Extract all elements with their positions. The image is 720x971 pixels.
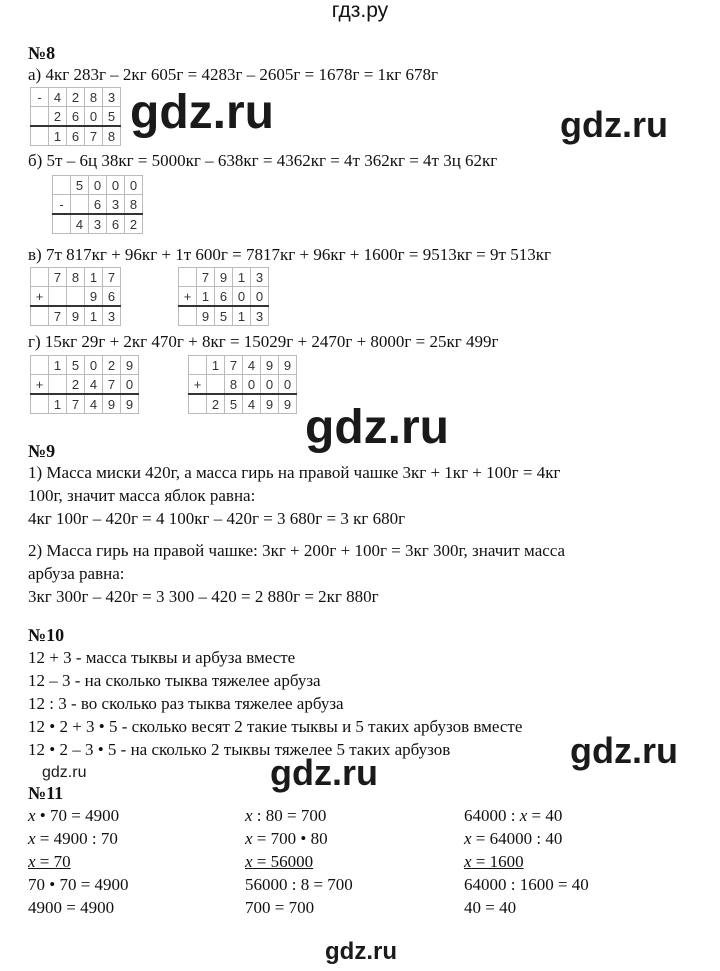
watermark: gdz.ru <box>325 938 397 965</box>
task-11-col2-line: 700 = 700 <box>245 898 315 917</box>
calc-8v-1: 7 8 1 7 + 9 6 7 9 1 3 <box>30 267 121 326</box>
calc-8a: - 4 2 8 3 2 6 0 5 1 6 7 8 <box>30 87 121 146</box>
watermark: gdz.ru <box>560 104 668 145</box>
task-11-col1-line: 4900 = 4900 <box>28 898 115 917</box>
page-header: гдз.ру <box>331 0 389 22</box>
task-11-col3-line: 64000 : x = 40 <box>464 806 563 825</box>
task-8-v: в) 7т 817кг + 96кг + 1т 600г = 7817кг + 96кг + 1600г = 9513кг = 9т 513кг <box>28 245 551 264</box>
task-11-col2-line: 56000 : 8 = 700 <box>245 875 353 894</box>
task-10-line: 12 – 3 - на сколько тыква тяжелее арбуза <box>28 671 321 690</box>
task-11-title: №11 <box>28 783 64 803</box>
task-10-line: 12 • 2 + 3 • 5 - сколько весят 2 такие тыквы и 5 таких арбузов вместе <box>28 717 523 736</box>
task-10-title: №10 <box>28 625 65 645</box>
task-8-b: б) 5т – 6ц 38кг = 5000кг – 638кг = 4362кг = 4т 362кг = 4т 3ц 62кг <box>28 151 498 170</box>
task-10-line: 12 + 3 - масса тыквы и арбуза вместе <box>28 648 296 667</box>
task-11-col1-line: 70 • 70 = 4900 <box>28 875 129 894</box>
task-9-p2-line1: 2) Масса гирь на правой чашке: 3кг + 200г + 100г = 3кг 300г, значит масса <box>28 541 566 560</box>
task-11-col2-line: x = 700 • 80 <box>245 829 328 848</box>
watermark: gdz.ru <box>130 86 274 139</box>
task-11-col1-line: x • 70 = 4900 <box>28 806 120 825</box>
task-11-col3-line: x = 64000 : 40 <box>464 829 563 848</box>
task-11-col2-line: x : 80 = 700 <box>245 806 327 825</box>
task-9-p1-line3: 4кг 100г – 420г = 4 100кг – 420г = 3 680г = 3 кг 680г <box>28 509 406 528</box>
watermark: gdz.ru <box>270 752 378 793</box>
task-11-col1-line: x = 4900 : 70 <box>28 829 118 848</box>
task-8-title: №8 <box>28 43 56 63</box>
calc-8g-1: 1 5 0 2 9 + 2 4 7 0 1 7 4 9 9 <box>30 355 139 414</box>
task-11-col2-answer: x = 56000 <box>245 852 314 871</box>
task-9-p1-line2: 100г, значит масса яблок равна: <box>28 486 256 505</box>
task-8-a: а) 4кг 283г – 2кг 605г = 4283г – 2605г = 1678г = 1кг 678г <box>28 65 439 84</box>
watermark: gdz.ru <box>305 401 449 454</box>
calc-8b: 5 0 0 0 - 6 3 8 4 3 6 2 <box>52 175 143 234</box>
task-10-line: 12 : 3 - во сколько раз тыква тяжелее арбуза <box>28 694 344 713</box>
task-11-col3-line: 64000 : 1600 = 40 <box>464 875 589 894</box>
task-11-col1-answer: x = 70 <box>28 852 71 871</box>
task-9-p1-line1: 1) Масса миски 420г, а масса гирь на правой чашке 3кг + 1кг + 100г = 4кг <box>28 463 561 482</box>
task-10-line: 12 • 2 – 3 • 5 - на сколько 2 тыквы тяжелее 5 таких арбузов <box>28 740 451 759</box>
task-11-col3-answer: x = 1600 <box>464 852 524 871</box>
task-9-title: №9 <box>28 441 56 461</box>
watermark: gdz.ru <box>42 764 87 781</box>
watermark: gdz.ru <box>570 730 678 771</box>
task-11-col3-line: 40 = 40 <box>464 898 517 917</box>
calc-8g-2: 1 7 4 9 9 + 8 0 0 0 2 5 4 9 9 <box>188 355 297 414</box>
task-8-g: г) 15кг 29г + 2кг 470г + 8кг = 15029г + 2470г + 8000г = 25кг 499г <box>28 332 499 351</box>
task-9-p2-line3: 3кг 300г – 420г = 3 300 – 420 = 2 880г = 2кг 880г <box>28 587 379 606</box>
calc-8v-2: 7 9 1 3 + 1 6 0 0 9 5 1 3 <box>178 267 269 326</box>
task-9-p2-line2: арбуза равна: <box>28 564 125 583</box>
